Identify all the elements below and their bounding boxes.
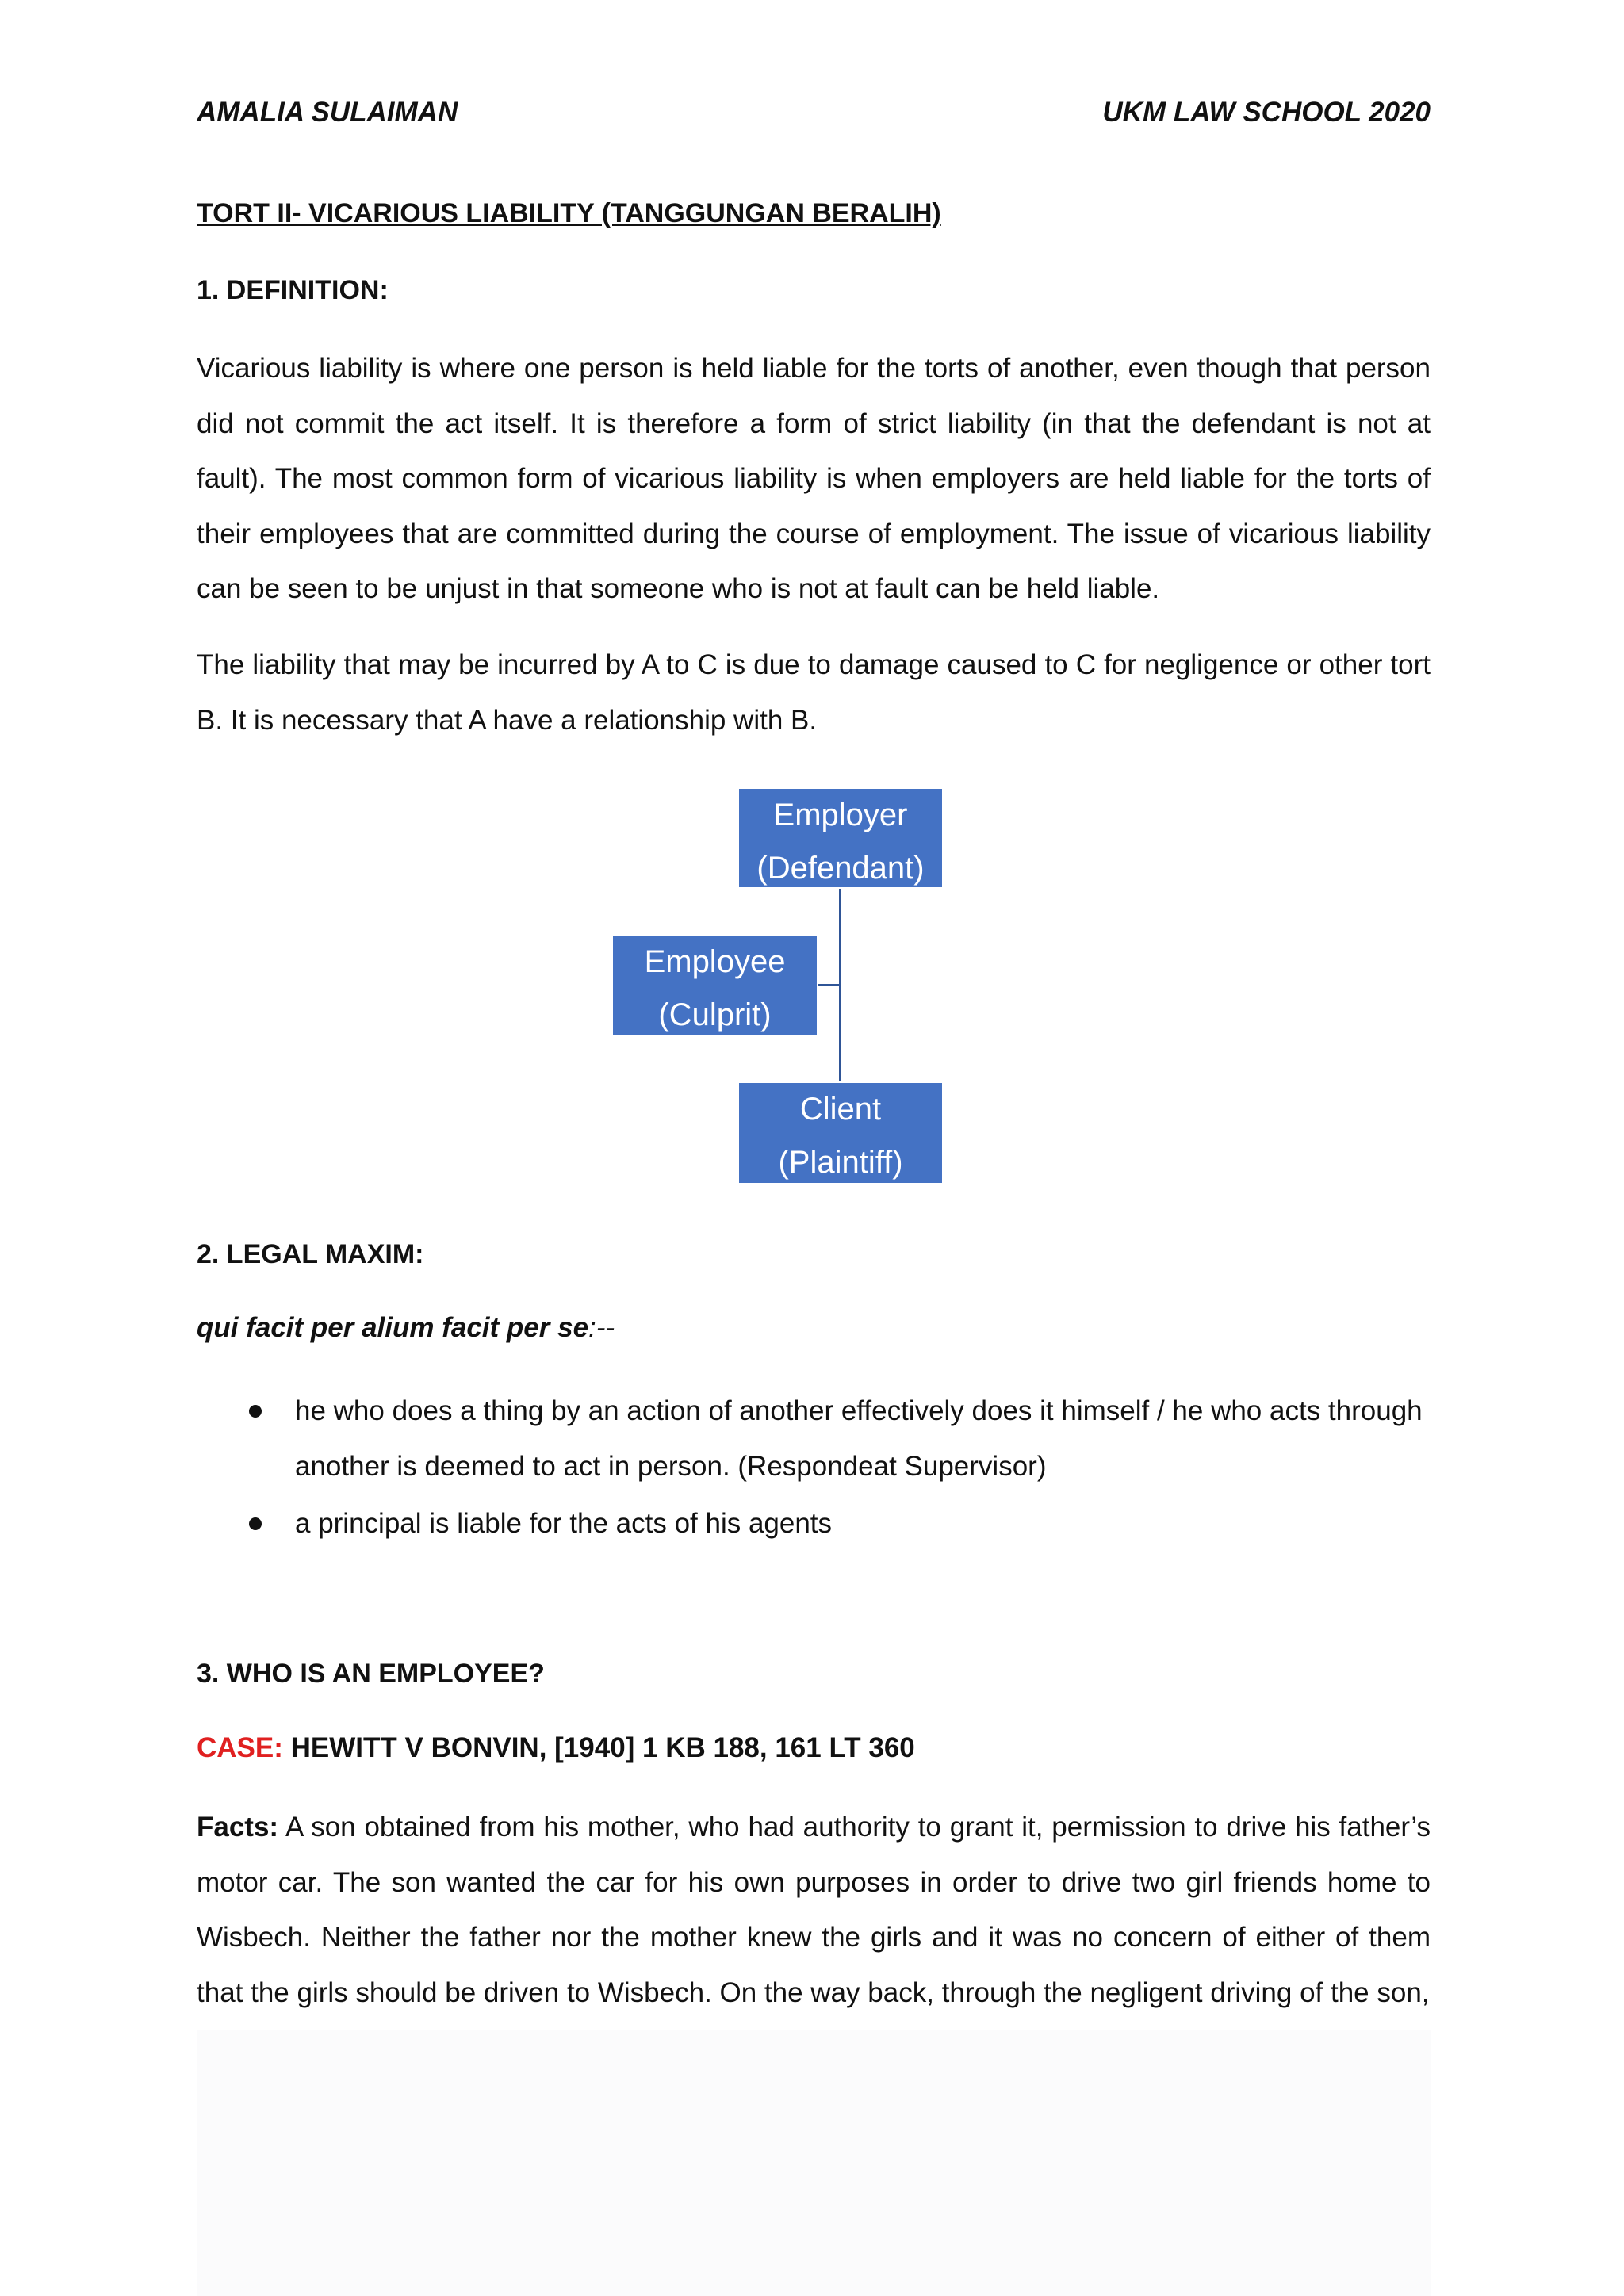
- chart-node-client: [737, 1081, 944, 1184]
- document-title: TORT II- VICARIOUS LIABILITY (TANGGUNGAN BERALIH): [197, 198, 941, 228]
- maxim-text: qui facit per alium facit per se: [197, 1312, 589, 1343]
- bullet-text: he who does a thing by an action of another effectively does it himself / he who acts through another is deemed to act in person. (Respondeat Supervisor): [295, 1395, 1423, 1482]
- case-label: CASE:: [197, 1732, 283, 1763]
- list-item: [197, 1383, 1431, 1494]
- bullet-icon: [249, 1405, 262, 1418]
- facts-text: A son obtained from his mother, who had authority to grant it, permission to drive his father’s motor car. The son wanted the car for his own purposes in order to drive two girl friends home to Wisbech. Neither the father nor the mother knew the girls and it was no concern of either of them that the girls should be driven to Wisbech. On the way back, through the negligent driving of the son,: [197, 1812, 1431, 2008]
- facts-label: Facts:: [197, 1812, 279, 1843]
- facts-paragraph: [197, 1800, 1431, 2020]
- section-heading-who-is-employee: 3. WHO IS AN EMPLOYEE?: [197, 1659, 545, 1689]
- liability-paragraph: The liability that may be incurred by A to C is due to damage caused to C for negligence or other tort B. It is necessary that A have a relationship with B.: [197, 649, 1431, 736]
- employee-role: (Culprit): [658, 997, 772, 1032]
- bullet-icon: [249, 1517, 262, 1530]
- header-school: UKM LAW SCHOOL 2020: [1102, 97, 1431, 128]
- case-name: HEWITT V BONVIN, [1940] 1 KB 188, 161 LT 360: [290, 1732, 915, 1763]
- page-shade: [197, 2030, 1431, 2296]
- bullet-text: a principal is liable for the acts of his agents: [295, 1508, 833, 1539]
- legal-maxim: [197, 1312, 615, 1344]
- client-role: (Plaintiff): [778, 1145, 903, 1180]
- chart-node-employee: [611, 934, 818, 1037]
- section-heading-definition: 1. DEFINITION:: [197, 275, 389, 305]
- employee-label: Employee: [644, 944, 786, 979]
- header-author: AMALIA SULAIMAN: [197, 97, 458, 128]
- list-item: [197, 1496, 1431, 1552]
- chart-connector-horizontal: [817, 984, 841, 986]
- employer-label: Employer: [773, 798, 908, 832]
- case-citation: [197, 1732, 915, 1764]
- maxim-bullet-list: [197, 1383, 1431, 1552]
- chart-node-employer: [737, 787, 944, 889]
- maxim-suffix: :--: [588, 1312, 615, 1343]
- definition-paragraph: Vicarious liability is where one person is held liable for the torts of another, even though that person did not commit the act itself. It is therefore a form of strict liability (in that the defendant is not at fault). The most common form of vicarious liability is when employers are held liable for the torts of their employees that are committed during the course of employment. The issue of vicarious liability can be seen to be unjust in that someone who is not at fault can be held liable.: [197, 353, 1431, 604]
- section-heading-legal-maxim: 2. LEGAL MAXIM:: [197, 1239, 424, 1269]
- employer-role: (Defendant): [756, 851, 925, 886]
- client-label: Client: [799, 1092, 882, 1127]
